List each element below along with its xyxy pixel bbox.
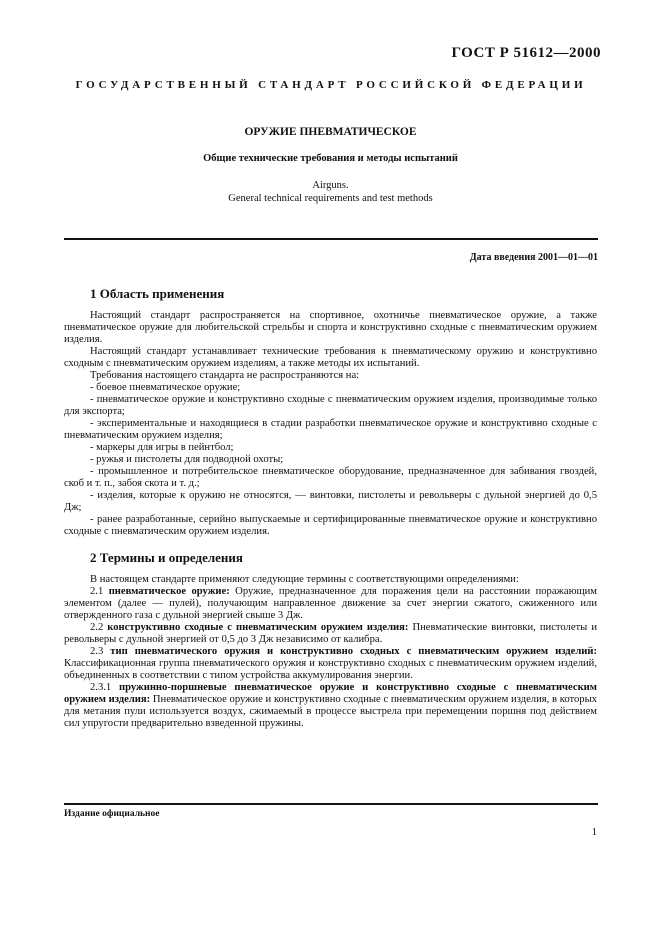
gost-code: ГОСТ Р 51612—2000 bbox=[451, 45, 601, 61]
bottom-divider bbox=[64, 803, 598, 805]
definition-term: пружинно-поршневые пневматическое оружие и конструктивно сходные с пневматическим оружием изделия: bbox=[64, 682, 597, 705]
definition-number: 2.2 bbox=[90, 622, 108, 633]
definition-number: 2.3 bbox=[90, 646, 111, 657]
definition-2-1 bbox=[64, 586, 597, 622]
definition-number: 2.1 bbox=[90, 586, 109, 597]
top-divider bbox=[64, 238, 598, 240]
definition-term: пневматическое оружие: bbox=[108, 586, 230, 597]
section-2-heading: 2 Термины и определения bbox=[90, 550, 243, 565]
definition-text: Оружие, предназначенное для поражения цели на расстоянии поражающим элементом (далее — пулей), получающим направленное движение за счет энергии сжатого, сжиженного или отвержденного газа с дульной энергией свыше 3 Дж. bbox=[64, 586, 598, 621]
definition-2-3 bbox=[64, 646, 597, 682]
exclusion-item: - ружья и пистолеты для подводной охоты; bbox=[90, 454, 284, 465]
definition-2-3-1 bbox=[64, 682, 597, 730]
definition-text: Пневматические винтовки, пистолеты и револьверы с дульной энергией от 0,5 до 3 Дж независимо от калибра. bbox=[64, 622, 597, 645]
english-title bbox=[0, 179, 661, 205]
definition-2-2 bbox=[64, 622, 597, 646]
document-body bbox=[64, 286, 597, 730]
definition-text: Пневматическое оружие и конструктивно сходные с пневматическим оружием изделия, в которых для метания пули используется воздух, сжимаемый в процессе выстрела при перемещении поршня под действием сил упругости предварительно взведенной пружины. bbox=[64, 694, 597, 729]
english-title-line-2: General technical requirements and test methods bbox=[228, 193, 433, 204]
section-1-heading: 1 Область применения bbox=[90, 286, 225, 301]
definition-term: тип пневматического оружия и конструктивно сходных с пневматическим оружием изделий: bbox=[110, 646, 598, 657]
exclusion-item: - боевое пневматическое оружие; bbox=[90, 382, 241, 393]
section-1-paragraph-3: Требования настоящего стандарта не распространяются на: bbox=[90, 370, 360, 381]
definition-number: 2.3.1 bbox=[90, 682, 120, 693]
document-subtitle: Общие технические требования и методы испытаний bbox=[203, 153, 458, 164]
introduction-date: Дата введения 2001—01—01 bbox=[469, 252, 598, 263]
exclusion-item: - изделия, которые к оружию не относятся, — винтовки, пистолеты и револьверы с дульной энергией до 0,5 Дж; bbox=[64, 490, 597, 513]
state-standard-banner: ГОСУДАРСТВЕННЫЙ СТАНДАРТ РОССИЙСКОЙ ФЕДЕРАЦИИ bbox=[75, 79, 587, 91]
section-1-paragraph-1: Настоящий стандарт распространяется на спортивное, охотничье пневматическое оружие, а также пневматическое оружие для любительской стрельбы и спорта и конструктивно сходные с пневматическим оружием изделия. bbox=[64, 310, 597, 345]
edition-label: Издание официальное bbox=[64, 809, 160, 819]
definition-term: конструктивно сходные с пневматическим оружием изделия: bbox=[107, 622, 409, 633]
section-1-paragraph-2: Настоящий стандарт устанавливает технические требования к пневматическому оружию и конструктивно сходным с пневматическим оружием изделиям, а также методы их испытаний. bbox=[64, 346, 597, 369]
english-title-line-1: Airguns. bbox=[312, 180, 349, 191]
definition-text: Классификационная группа пневматического оружия и конструктивно сходных с пневматическим оружием изделий, объединенных в соответствии с типом устройства аккумулирования энергии. bbox=[64, 658, 597, 681]
section-2-intro: В настоящем стандарте применяют следующие термины с соответствующими определениями: bbox=[90, 574, 519, 585]
exclusion-item: - экспериментальные и находящиеся в стадии разработки пневматическое оружие и конструктивно сходные с пневматическим оружием изделия; bbox=[64, 418, 597, 441]
document-title: ОРУЖИЕ ПНЕВМАТИЧЕСКОЕ bbox=[244, 126, 417, 138]
exclusion-item: - ранее разработанные, серийно выпускаемые и сертифицированные пневматическое оружие и конструктивно сходные с пневматическим оружием изделия. bbox=[64, 514, 597, 537]
page-number: 1 bbox=[591, 827, 597, 838]
exclusion-item: - маркеры для игры в пейнтбол; bbox=[90, 442, 234, 453]
exclusion-item: - пневматическое оружие и конструктивно сходные с пневматическим оружием изделия, производимые только для экспорта; bbox=[64, 394, 597, 417]
exclusion-item: - промышленное и потребительское пневматическое оборудование, предназначенное для забивания гвоздей, скоб и т. п., забоя скота и т. д.; bbox=[64, 466, 597, 489]
